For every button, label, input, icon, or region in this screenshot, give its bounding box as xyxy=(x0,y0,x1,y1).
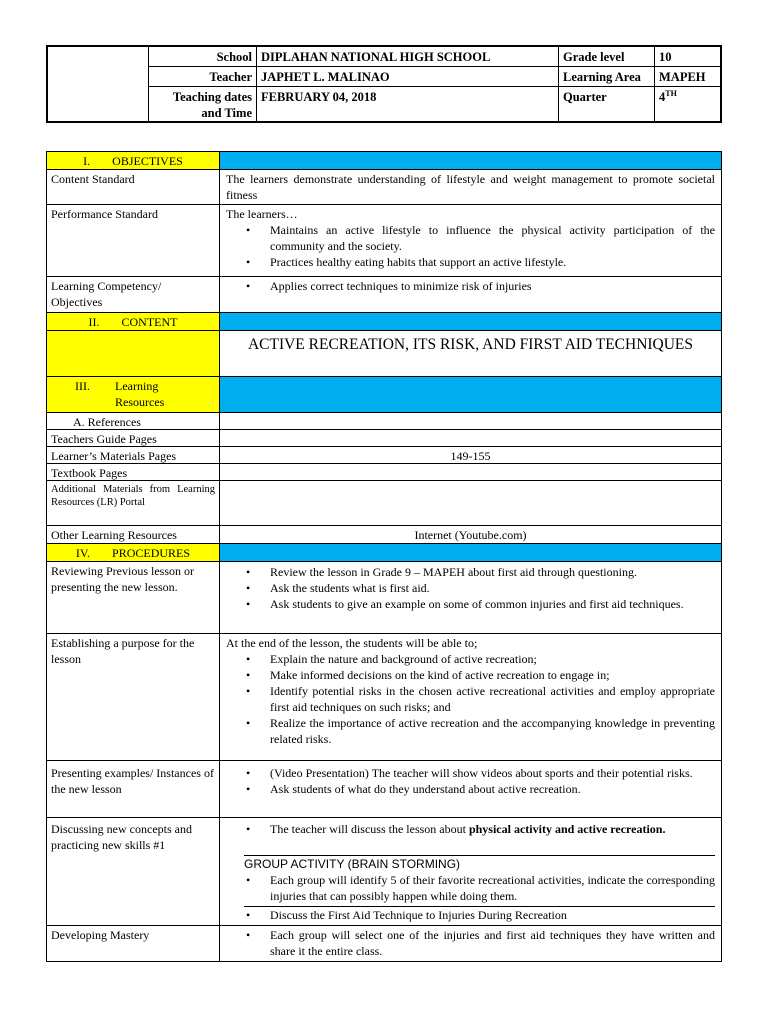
teacher-label: Teacher xyxy=(148,67,257,86)
header-row-teacher xyxy=(148,67,720,87)
teacher-value: JAPHET L. MALINAO xyxy=(257,67,559,86)
purpose-label: Establishing a purpose for the lesson xyxy=(47,634,220,760)
area-label: Learning Area xyxy=(559,67,655,86)
performance-intro: The learners… xyxy=(226,207,298,221)
list-item: • Ask students of what do they understand about active recreation. xyxy=(270,781,715,797)
discuss-value xyxy=(220,818,721,925)
row-review xyxy=(47,562,721,634)
section-procedures xyxy=(47,544,721,562)
list-item: • Realize the importance of active recreation and the accompanying knowledge in preventing related risks. xyxy=(270,715,715,747)
examples-label: Presenting examples/ Instances of the new lesson xyxy=(47,761,220,817)
section-objectives xyxy=(47,152,721,170)
additional-value xyxy=(220,481,721,525)
competency-value xyxy=(220,277,721,312)
dates-label-line2: and Time xyxy=(201,106,252,120)
discuss-item-text: The teacher will discuss the lesson about xyxy=(270,822,469,836)
competency-label-line2: Objectives xyxy=(51,295,103,309)
list-item: • Discuss the First Aid Technique to Injuries During Recreation xyxy=(270,907,715,923)
list-item: • Ask the students what is first aid. xyxy=(270,580,715,596)
list-item: • Ask students to give an example on some of common injuries and first aid techniques. xyxy=(270,596,715,612)
lesson-plan-table xyxy=(46,151,722,962)
list-item: • Review the lesson in Grade 9 – MAPEH about first aid through questioning. xyxy=(270,564,715,580)
competency-label xyxy=(47,277,220,312)
section-content xyxy=(47,313,721,331)
list-item xyxy=(270,821,715,837)
tg-value xyxy=(220,430,721,446)
row-teachers-guide xyxy=(47,430,721,447)
other-label: Other Learning Resources xyxy=(47,526,220,543)
performance-standard-label: Performance Standard xyxy=(47,205,220,276)
quarter-number: 4 xyxy=(659,90,666,104)
row-additional-materials xyxy=(47,481,721,526)
content-num: II. xyxy=(88,315,100,329)
resources-title-line1: Learning xyxy=(115,379,159,393)
objectives-heading-fill xyxy=(220,152,721,169)
grade-label: Grade level xyxy=(559,47,655,66)
row-textbook xyxy=(47,464,721,481)
dates-value: FEBRUARY 04, 2018 xyxy=(257,87,559,121)
quarter-label: Quarter xyxy=(559,87,655,121)
row-performance-standard xyxy=(47,205,721,277)
references-value xyxy=(220,413,721,429)
content-standard-label: Content Standard xyxy=(47,170,220,204)
list-item: • Each group will identify 5 of their favorite recreational activities, indicate the corresponding injuries that can possibly happen while doing them. xyxy=(270,872,715,904)
procedures-heading xyxy=(47,544,220,561)
row-other-resources xyxy=(47,526,721,544)
tb-label: Textbook Pages xyxy=(47,464,220,480)
procedures-heading-fill xyxy=(220,544,721,561)
section-resources xyxy=(47,377,721,413)
list-item: • Each group will select one of the injuries and first aid techniques they have written and share it the entire class. xyxy=(270,927,715,959)
header-blank-cell xyxy=(48,47,149,121)
references-label: A. References xyxy=(47,413,220,429)
content-standard-value: The learners demonstrate understanding of lifestyle and weight management to promote societal fitness xyxy=(226,172,715,202)
header-row-dates xyxy=(148,87,720,121)
dates-label xyxy=(148,87,257,121)
row-content-standard xyxy=(47,170,721,205)
content-title: CONTENT xyxy=(121,315,178,329)
school-label: School xyxy=(148,47,257,66)
dates-label-line1: Teaching dates xyxy=(172,90,252,104)
procedures-title: PROCEDURES xyxy=(112,546,191,560)
examples-value xyxy=(220,761,721,817)
other-value: Internet (Youtube.com) xyxy=(414,528,527,542)
performance-standard-value xyxy=(220,205,721,276)
row-topic xyxy=(47,331,721,377)
content-heading-fill xyxy=(220,313,721,330)
list-item: • (Video Presentation) The teacher will show videos about sports and their potential risks. xyxy=(270,765,715,781)
area-value: MAPEH xyxy=(659,70,706,84)
resources-num: III. xyxy=(75,379,90,393)
quarter-suffix: TH xyxy=(665,88,677,98)
purpose-intro: At the end of the lesson, the students will be able to; xyxy=(226,636,478,650)
row-competency xyxy=(47,277,721,313)
content-heading xyxy=(47,313,220,330)
row-learners-materials xyxy=(47,447,721,464)
row-examples xyxy=(47,761,721,818)
topic-title: ACTIVE RECREATION, ITS RISK, AND FIRST AID TECHNIQUES xyxy=(247,336,694,353)
mastery-label: Developing Mastery xyxy=(47,926,220,961)
mastery-value xyxy=(220,926,721,961)
resources-heading-fill xyxy=(220,377,721,412)
additional-label: Additional Materials from Learning Resources (LR) Portal xyxy=(47,481,220,525)
header-table xyxy=(46,45,722,123)
school-value: DIPLAHAN NATIONAL HIGH SCHOOL xyxy=(257,47,559,66)
lm-value: 149-155 xyxy=(450,449,491,463)
row-discussing xyxy=(47,818,721,926)
resources-heading xyxy=(47,377,220,412)
grade-value: 10 xyxy=(659,50,672,64)
list-item: • Explain the nature and background of active recreation; xyxy=(270,651,715,667)
tb-value xyxy=(220,464,721,480)
lm-label: Learner’s Materials Pages xyxy=(47,447,220,463)
header-row-school xyxy=(148,47,720,67)
review-value xyxy=(220,562,721,633)
performance-list xyxy=(226,222,715,270)
list-item: • Identify potential risks in the chosen active recreational activities and employ appropriate first aid techniques on such risks; and xyxy=(270,683,715,715)
group-activity-title: GROUP ACTIVITY (BRAIN STORMING) xyxy=(244,857,461,871)
objectives-num: I. xyxy=(83,154,91,168)
review-label: Reviewing Previous lesson or presenting the new lesson. xyxy=(47,562,220,633)
row-references xyxy=(47,413,721,430)
row-purpose xyxy=(47,634,721,761)
resources-title-line2: Resources xyxy=(115,395,165,409)
list-item: • Applies correct techniques to minimize risk of injuries xyxy=(270,278,715,294)
purpose-value xyxy=(220,634,721,760)
list-item: • Practices healthy eating habits that support an active lifestyle. xyxy=(270,254,715,270)
discuss-item-bold: physical activity and active recreation. xyxy=(468,822,666,836)
quarter-value xyxy=(655,87,720,121)
list-item: • Maintains an active lifestyle to influence the physical activity participation of the community and the society. xyxy=(270,222,715,254)
objectives-heading xyxy=(47,152,220,169)
competency-label-line1: Learning Competency/ xyxy=(51,279,162,293)
tg-label: Teachers Guide Pages xyxy=(47,430,220,446)
discuss-label: Discussing new concepts and practicing new skills #1 xyxy=(47,818,220,925)
list-item: • Make informed decisions on the kind of active recreation to engage in; xyxy=(270,667,715,683)
objectives-title: OBJECTIVES xyxy=(112,154,183,168)
topic-label-cell xyxy=(47,331,220,376)
row-mastery xyxy=(47,926,721,961)
procedures-num: IV. xyxy=(75,546,91,560)
